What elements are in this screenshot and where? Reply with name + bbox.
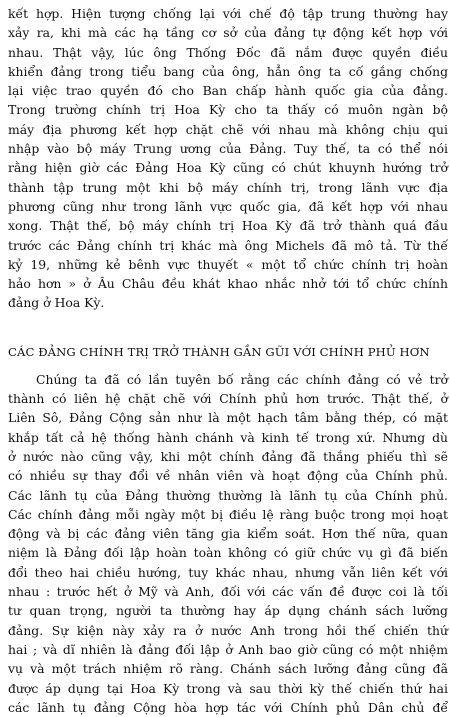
- text-line: thành tập trung một khi bộ máy chính trị, trong lãnh vực địa: [8, 179, 448, 195]
- text-line: lại việc trao quyền đó cho Ban chấp hành quốc gia của đảng.: [8, 83, 448, 99]
- text-line: hảo hơn » ở Âu Châu đều khát khao nhắc nhở tới tổ chức chính: [8, 276, 448, 292]
- text-line: niệm là Đảng đối lập hoàn toàn không có giữ chức vụ gì đã biến: [8, 545, 448, 561]
- text-line: động và bị các đảng viên tăng gia kiểm soát. Hơn thế nữa, quan: [8, 526, 448, 542]
- text-line: đổi theo hai chiều hướng, tuy khác nhau, nhưng vẫn liên kết với: [8, 564, 448, 580]
- text-line: đảng ở Hoa Kỳ.: [8, 295, 105, 311]
- text-line: kết hợp. Hiện tượng chống lại với chế độ tập trung thường hay: [8, 6, 448, 21]
- paragraph-2: [8, 370, 448, 717]
- text-line: vụ và một trách nhiệm rõ ràng. Chánh sách lưỡng đảng cũng đã: [8, 661, 448, 677]
- text-line: các lãnh tụ đảng Cộng hòa hợp tác với Chính phủ Dân chủ để: [8, 699, 448, 715]
- text-line: hai ; và dĩ nhiên là đảng đối lập ở Anh bao giờ cũng có một nhiệm: [8, 641, 448, 657]
- text-line: khắp tất cả hệ thống hành chánh và kinh tế trong xứ. Nhưng dù: [8, 429, 448, 445]
- text-line: Trong trường chính trị Hoa Kỳ cho ta thấy có muôn ngàn bộ: [8, 102, 448, 118]
- text-line: Liên Sô, Đảng Cộng sản như là một hạch tâm bằng thép, có mặt: [8, 410, 448, 426]
- text-line: phương cũng như trong lãnh vực quốc gia, đã kết hợp với nhau: [8, 198, 448, 214]
- text-line: nhau. Thật vậy, lúc ông Thống Đốc đã nắm được quyền điều: [8, 44, 448, 60]
- text-line: có nhiều sự thay đổi về nhân viên và hoạt động của Chính phủ.: [8, 468, 448, 484]
- paragraph-1: [8, 4, 448, 313]
- text-line: Chúng ta đã có lần tuyên bố rằng các chính đảng có vẻ trở: [36, 371, 448, 387]
- text-line: được áp dụng tại Hoa Kỳ trong và sau thời kỳ thế chiến thứ hai: [8, 680, 448, 696]
- section-heading: CÁC ĐẢNG CHÍNH TRỊ TRỞ THÀNH GẦN GŨI VỚI CHÍNH PHỦ HƠN: [8, 344, 430, 359]
- text-line: nhập vào bộ máy Trung ương của Đảng. Tuy thế, ta có thể nói: [8, 141, 448, 157]
- text-line: ở nước nào cũng vậy, khi một chính đảng đã thắng phiếu thì sẽ: [8, 448, 448, 464]
- text-line: máy địa phương kết hợp chặt chẽ với nhau mà không chịu qui: [8, 121, 448, 137]
- text-line: trước các Đảng chính trị khác mà ông Michels đã mô tả. Từ thế: [8, 237, 448, 253]
- text-line: đảng. Sự kiện này xảy ra ở nước Anh trong hồi thế chiến thứ: [8, 622, 448, 638]
- text-line: Các chính đảng mỗi ngày một bị điều lệ ràng buộc trong mọi hoạt: [8, 506, 448, 522]
- text-line: khiển đảng trong tiểu bang của ông, hẳn ông ta cố gắng chống: [8, 63, 448, 79]
- text-line: xảy ra, khi mà các hạ tầng cơ sở của đảng tự động kết hợp với: [8, 25, 448, 41]
- text-line: thành có liên hệ chặt chẽ với Chính phủ hơn trước. Thật thế, ở: [8, 391, 448, 407]
- text-line: nhau : trước hết ở Mỹ và Anh, đối với các vấn đề được coi là tối: [8, 584, 448, 600]
- text-line: xong. Thật thế, bộ máy chính trị Hoa Kỳ đã trở thành quá đầu: [8, 218, 448, 234]
- text-line: rằng hiện giờ các Đảng Hoa Kỳ cũng có chút khuynh hướng trở: [8, 160, 448, 176]
- text-line: tư quan trọng, người ta thường hay áp dụng chánh sách lưỡng: [8, 603, 448, 619]
- text-line: Các lãnh tụ của Đảng thường thường là lãnh tụ của Chính phủ.: [8, 487, 448, 503]
- text-line: kỷ 19, những kẻ bênh vực thuyết « một tổ chức chính trị hoàn: [8, 256, 448, 272]
